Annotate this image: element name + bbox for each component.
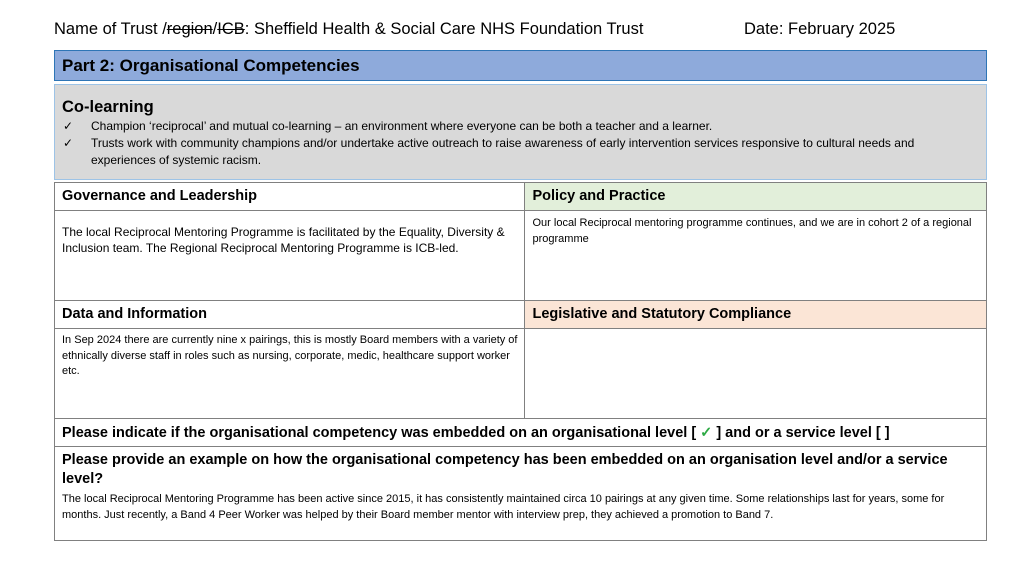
check-icon: ✓	[700, 425, 713, 441]
colearning-item-text: Trusts work with community champions and/or undertake active outreach to raise awareness of early intervention services responsive to cultural needs and experiences of systemic racism.	[91, 136, 915, 167]
check-icon: ✓	[63, 136, 74, 150]
embedding-level-prefix: Please indicate if the organisational competency was embedded on an organisational level [	[62, 425, 697, 441]
trust-slash: /	[212, 20, 218, 38]
example-answer: The local Reciprocal Mentoring Programme has been active since 2015, it has consistently maintained circa 10 pairings at any given time. Some relationships last for years, some for months. Just recently, a Band 4 Peer Worker was helped by their Board member mentor with interview prep, they achieved a promotion to Band 7.	[62, 493, 945, 521]
example-question: Please provide an example on how the organisational competency has been embedded on an organisation level and/or a service level?	[62, 452, 948, 487]
policy-body: Our local Reciprocal mentoring programme continues, and we are in cohort 2 of a regional programme	[525, 211, 987, 301]
part-title: Part 2: Organisational Competencies	[54, 50, 987, 81]
trust-strike-icb: ICB	[217, 20, 245, 38]
trust-prefix: Name of Trust /	[54, 20, 167, 38]
data-body: In Sep 2024 there are currently nine x pairings, this is mostly Board members with a variety of ethnically diverse staff in roles such as nursing, corporate, medic, healthcare support worker etc.	[55, 329, 525, 419]
governance-heading: Governance and Leadership	[55, 183, 525, 211]
list-item	[62, 135, 978, 169]
trust-strike-region: region	[166, 20, 213, 38]
page-header	[54, 20, 994, 44]
colearning-title: Co-learning	[62, 98, 154, 116]
colearning-list	[62, 118, 978, 169]
governance-body: The local Reciprocal Mentoring Programme is facilitated by the Equality, Diversity & Inclusion team. The Regional Reciprocal Mentoring Programme is ICB-led.	[55, 211, 525, 301]
embedding-level-question	[55, 419, 987, 447]
legislative-heading: Legislative and Statutory Compliance	[525, 301, 987, 329]
colearning-box	[54, 84, 987, 180]
report-date: Date: February 2025	[744, 20, 896, 38]
colearning-item-text: Champion ‘reciprocal’ and mutual co-learning – an environment where everyone can be both a teacher and a learner.	[91, 119, 713, 133]
list-item	[62, 118, 978, 135]
competency-table	[54, 182, 987, 541]
trust-name: : Sheffield Health & Social Care NHS Foundation Trust	[244, 20, 644, 38]
policy-heading: Policy and Practice	[525, 183, 987, 211]
example-cell	[55, 447, 987, 541]
legislative-body	[525, 329, 987, 419]
embedding-level-suffix: ] and or a service level [ ]	[716, 425, 890, 441]
data-heading: Data and Information	[55, 301, 525, 329]
check-icon: ✓	[63, 119, 74, 133]
trust-name-line	[54, 20, 643, 39]
